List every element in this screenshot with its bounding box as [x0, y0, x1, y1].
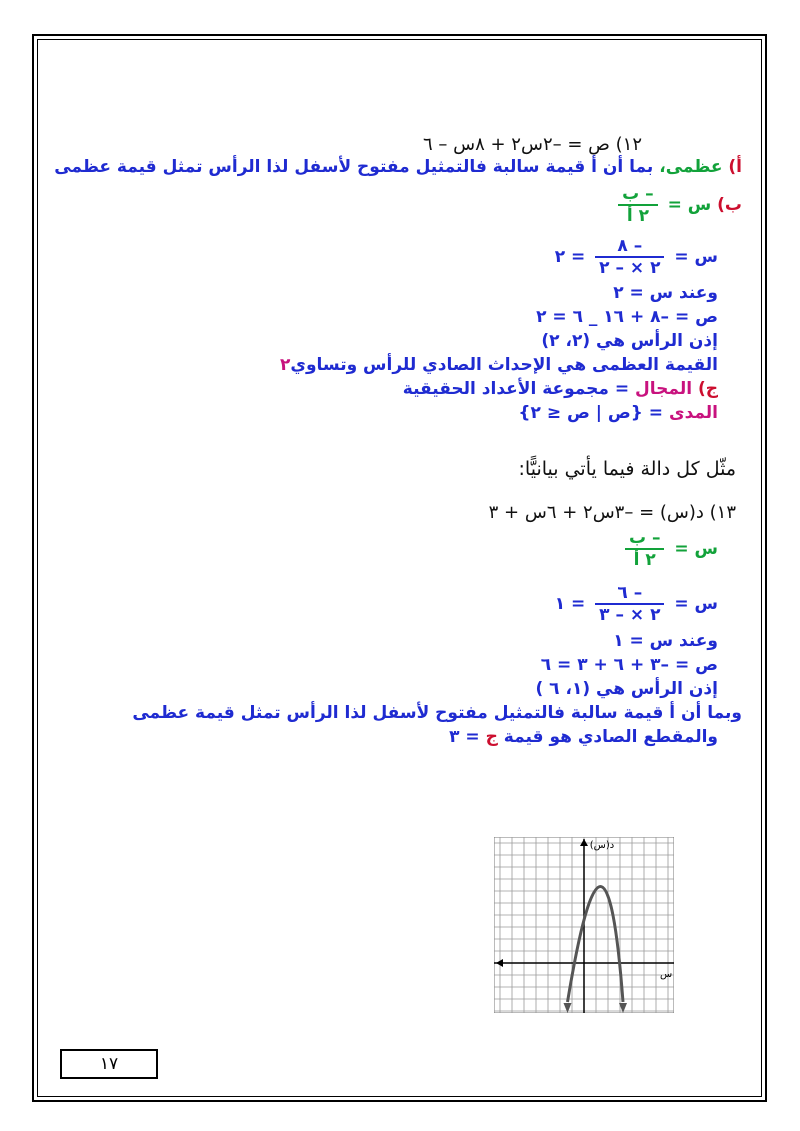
- range-word: المدى: [668, 403, 718, 423]
- at-x-line-13: وعند س = ١: [613, 631, 718, 651]
- part-a-text: بما أن أ قيمة سالبة فالتمثيل مفتوح لأسفل لذا الرأس تمثل قيمة عظمى: [54, 157, 654, 177]
- intercept-line: [449, 726, 718, 748]
- range-line: [518, 402, 718, 424]
- max-value: ٢: [279, 355, 291, 375]
- x-result: = ١: [554, 594, 586, 614]
- conclusion-line: وبما أن أ قيمة سالبة فالتمثيل مفتوح لأسفل لذا الرأس تمثل قيمة عظمى: [132, 703, 742, 723]
- part-c-label: ج): [697, 379, 718, 399]
- fraction-numerator: – ٦: [595, 583, 664, 605]
- y-calc-line: ص = –٨ + ١٦ _ ٦ = ٢: [536, 307, 718, 327]
- part-a-line: [54, 156, 742, 178]
- x-axis-label: س: [660, 969, 673, 980]
- parabola-graph: [494, 837, 674, 1013]
- x-fraction: [595, 236, 664, 278]
- fraction-numerator: – ب: [618, 184, 658, 206]
- domain-line: [403, 378, 718, 400]
- vertex-line: إذن الرأس هي (٢، ٢): [541, 331, 718, 351]
- y-axis-label: د(س): [589, 840, 615, 851]
- range-text: = {ص | ص ≤ ٢}: [518, 403, 664, 423]
- instruction-text: مثّل كل دالة فيما يأتي بيانيًّا:: [518, 458, 736, 480]
- x-fraction: [595, 583, 664, 625]
- intercept-value: = ٣: [449, 727, 480, 747]
- x-value-line-13: [555, 583, 718, 625]
- part-b-formula: [614, 184, 742, 226]
- x-lhs: س =: [674, 594, 718, 614]
- formula-lhs: س =: [674, 539, 718, 559]
- intercept-text: والمقطع الصادي هو قيمة: [503, 727, 718, 747]
- problem-13-header: ١٣) د(س) = –٣س٢ + ٦س + ٣: [488, 502, 736, 523]
- domain-text: = مجموعة الأعداد الحقيقية: [402, 379, 630, 399]
- part-b-lhs: س =: [667, 195, 712, 215]
- fraction-denominator: ٢ أ: [626, 206, 649, 226]
- part-b-label: ب): [717, 195, 742, 215]
- fraction-numerator: – ب: [625, 528, 665, 550]
- y-calc-line-13: ص = –٣ + ٦ + ٣ = ٦: [540, 655, 718, 675]
- fraction-numerator: – ٨: [595, 236, 664, 258]
- intercept-var: ج: [485, 727, 498, 747]
- at-x-line: وعند س = ٢: [613, 283, 718, 303]
- page-number: ١٧: [60, 1049, 158, 1079]
- fraction-denominator: ٢ × – ٢: [599, 258, 661, 278]
- problem-12-header: ١٢) ص = –٢س٢ + ٨س – ٦: [423, 134, 642, 155]
- part-a-label: أ): [728, 157, 742, 177]
- x-result: = ٢: [554, 247, 586, 267]
- fraction-denominator: ٢ × – ٣: [599, 605, 661, 625]
- formula-fraction: [625, 528, 665, 570]
- vertex-formula-line: [621, 528, 718, 570]
- x-value-line: [555, 236, 718, 278]
- part-a-word: عظمى،: [659, 157, 723, 177]
- fraction-denominator: ٢ أ: [633, 550, 656, 570]
- vertex-line-13: إذن الرأس هي (١، ٦ ): [535, 679, 718, 699]
- max-text: القيمة العظمى هي الإحداث الصادي للرأس وتساوي: [290, 355, 718, 375]
- max-value-line: [280, 354, 718, 376]
- x-lhs: س =: [674, 247, 718, 267]
- part-b-fraction: [618, 184, 658, 226]
- domain-word: المجال: [635, 379, 693, 399]
